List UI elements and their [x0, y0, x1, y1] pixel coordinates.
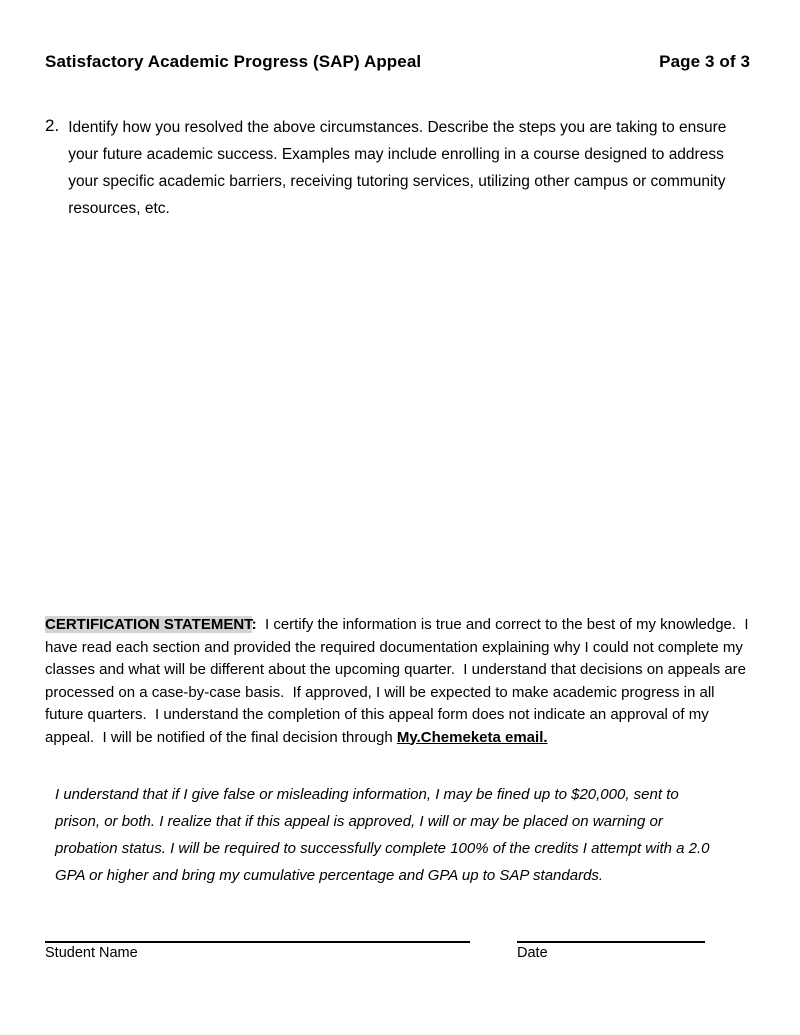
certification-statement — [45, 614, 753, 749]
document-title: Satisfactory Academic Progress (SAP) Appeal — [45, 52, 422, 71]
date-signature-line — [517, 941, 705, 943]
question-number: 2. — [45, 116, 60, 135]
answer-blank-area — [45, 222, 750, 614]
date-label: Date — [517, 945, 548, 961]
certification-label-colon: : — [251, 616, 257, 633]
student-name-signature-block — [45, 941, 470, 962]
document-header — [45, 52, 750, 72]
student-name-label: Student Name — [45, 945, 138, 961]
date-signature-block — [517, 941, 705, 962]
certification-email-emphasis: My.Chemeketa email. — [396, 728, 548, 746]
question-2 — [45, 114, 750, 222]
signature-section — [45, 941, 750, 962]
student-name-signature-line — [45, 941, 470, 943]
page-number: Page 3 of 3 — [659, 52, 750, 71]
legal-disclaimer: I understand that if I give false or misleading information, I may be fined up to $20,000, sent to prison, or both. I realize that if this appeal is approved, I will or may be placed on warning or probation status. I will be required to successfully complete 100% of the credits I attempt with a 2.0 GPA or higher and bring my cumulative percentage and GPA up to SAP standards. — [55, 786, 710, 884]
certification-body-text: I certify the information is true and correct to the best of my knowledge. I have read each section and provided the required documentation explaining why I could not complete my classes and what will be different about the upcoming quarter. I understand that decisions on appeals are processed on a case-by-case basis. If approved, I will be expected to make academic progress in all future quarters. I understand the completion of this appeal form does not indicate an approval of my appeal. I will be notified of the final decision through — [45, 616, 753, 746]
certification-label: CERTIFICATION STATEMENT — [45, 616, 252, 633]
question-text: Identify how you resolved the above circumstances. Describe the steps you are taking to ensure your future academic success. Examples may include enrolling in a course designed to address your specific academic barriers, receiving tutoring services, utilizing other campus or community resources, etc. — [68, 119, 727, 217]
